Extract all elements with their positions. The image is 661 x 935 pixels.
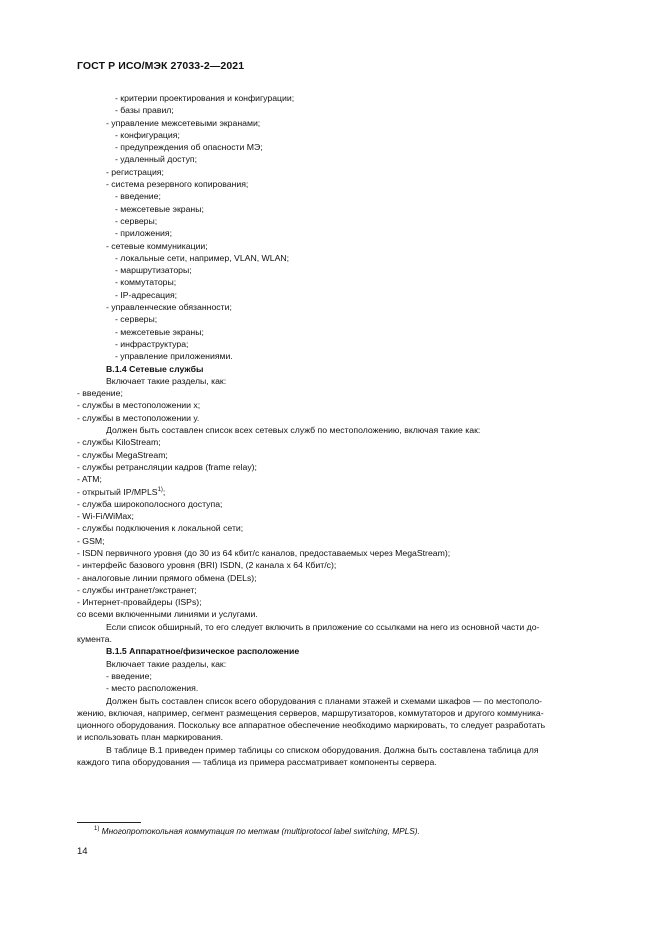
- list-item: - GSM;: [77, 535, 105, 546]
- list-item: - место расположения.: [106, 683, 199, 694]
- sub-list-item: - локальные сети, например, VLAN, WLAN;: [115, 252, 290, 263]
- list-item: - регистрация;: [106, 166, 164, 177]
- list-item: - введение;: [106, 670, 152, 681]
- list-item: - службы KiloStream;: [77, 437, 161, 448]
- paragraph-line: Должен быть составлен список всего оборудования с планами этажей и схемами шкафов — по местополо-: [106, 695, 543, 706]
- list-item: - система резервного копирования;: [106, 179, 249, 190]
- footnote-text: Многопротокольная коммутация по меткам (multiprotocol label switching, MPLS).: [101, 826, 420, 836]
- sub-list-item: - критерии проектирования и конфигурации;: [115, 93, 295, 103]
- config-list: [77, 92, 618, 363]
- list-item: - аналоговые линии прямого обмена (DELs);: [77, 572, 257, 583]
- sub-list-item: - межсетевые экраны;: [115, 326, 204, 337]
- section-items-list: [77, 670, 618, 695]
- sub-list-item: - введение;: [115, 191, 161, 202]
- sub-list-item: - удаленный доступ;: [115, 154, 198, 165]
- paragraph-line: каждого типа оборудования — таблица из примера рассматривает компоненты сервера.: [77, 757, 437, 768]
- section-intro: Включает такие разделы, как:: [106, 658, 227, 669]
- list-item: - службы MegaStream;: [77, 449, 168, 460]
- list-item: - служба широкополосного доступа;: [77, 498, 223, 509]
- section-intro: Включает такие разделы, как:: [106, 375, 227, 386]
- sub-list-item: - управление приложениями.: [115, 351, 233, 362]
- paragraph-line: ционного оборудования. Поскольку все аппаратное обеспечение необходимо маркировать, то следует разработать: [77, 720, 546, 731]
- sub-list-item: - коммутаторы;: [115, 277, 177, 288]
- footnote: [94, 826, 420, 837]
- sub-list-item: - базы правил;: [115, 105, 174, 116]
- list-item: - управленческие обязанности;: [106, 302, 232, 313]
- sub-list-item: - приложения;: [115, 228, 173, 239]
- section-heading-b15: В.1.5 Аппаратное/физическое расположение: [106, 646, 300, 657]
- sub-list-item: - конфигурация;: [115, 129, 180, 140]
- page-number: 14: [77, 846, 88, 857]
- list-item: - введение;: [77, 388, 123, 399]
- document-header: ГОСТ Р ИСО/МЭК 27033-2—2021: [77, 60, 245, 72]
- list-item: - ISDN первичного уровня (до 30 из 64 кбит/с каналов, предоставаемых через MegaStream);: [77, 547, 451, 558]
- paragraph: Должен быть составлен список всех сетевых служб по местоположению, включая такие как:: [106, 425, 481, 436]
- sub-list-item: - IP-адресация;: [115, 289, 178, 300]
- footnote-divider: [77, 822, 141, 823]
- list-item: - открытый IP/MPLS$^{1)}$;: [77, 486, 166, 497]
- list-item: - службы подключения к локальной сети;: [77, 523, 244, 534]
- paragraph: со всеми включенными линиями и услугами.: [77, 609, 258, 620]
- paragraph-line: Если список обширный, то его следует включить в приложение со ссылками на него из основной части до-: [106, 621, 540, 632]
- paragraph-line: кумента.: [77, 634, 112, 645]
- list-item: - управление межсетевыми экранами;: [106, 117, 261, 128]
- list-item: - службы интранет/экстранет;: [77, 584, 197, 595]
- list-item: - Wi-Fi/WiMax;: [77, 511, 134, 522]
- sub-list-item: - инфраструктура;: [115, 338, 189, 349]
- list-item: - сетевые коммуникации;: [106, 240, 208, 251]
- list-item: - службы ретрансляции кадров (frame relay);: [77, 461, 257, 472]
- section-heading-b14: В.1.4 Сетевые службы: [106, 363, 204, 374]
- sub-list-item: - предупреждения об опасности МЭ;: [115, 142, 263, 153]
- page-body: [77, 92, 618, 768]
- paragraph-line: В таблице В.1 приведен пример таблицы со списком оборудования. Должна быть составлена таблица для: [106, 744, 539, 755]
- footnote-marker: 1): [94, 826, 100, 833]
- list-item: - ATM;: [77, 474, 102, 485]
- sub-list-item: - серверы;: [115, 215, 158, 226]
- list-item: - службы в местоположении у.: [77, 412, 200, 423]
- list-item: - службы в местоположении х;: [77, 400, 201, 411]
- sub-list-item: - маршрутизаторы;: [115, 265, 192, 276]
- services-list: [77, 436, 618, 485]
- section-items-list: [77, 387, 618, 424]
- list-item: - Интернет-провайдеры (ISPs);: [77, 597, 202, 608]
- footnote-ref[interactable]: 1): [157, 486, 163, 493]
- paragraph-line: жению, включая, например, сегмент размещения серверов, маршрутизаторов, коммутаторов и другого коммуника-: [77, 707, 544, 718]
- sub-list-item: - межсетевые экраны;: [115, 203, 204, 214]
- sub-list-item: - серверы;: [115, 314, 158, 325]
- list-item: - интерфейс базового уровня (BRI) ISDN, (2 канала х 64 Кбит/с);: [77, 560, 337, 571]
- services-list-continued: [77, 498, 618, 609]
- paragraph-line: и использовать план маркирования.: [77, 732, 224, 743]
